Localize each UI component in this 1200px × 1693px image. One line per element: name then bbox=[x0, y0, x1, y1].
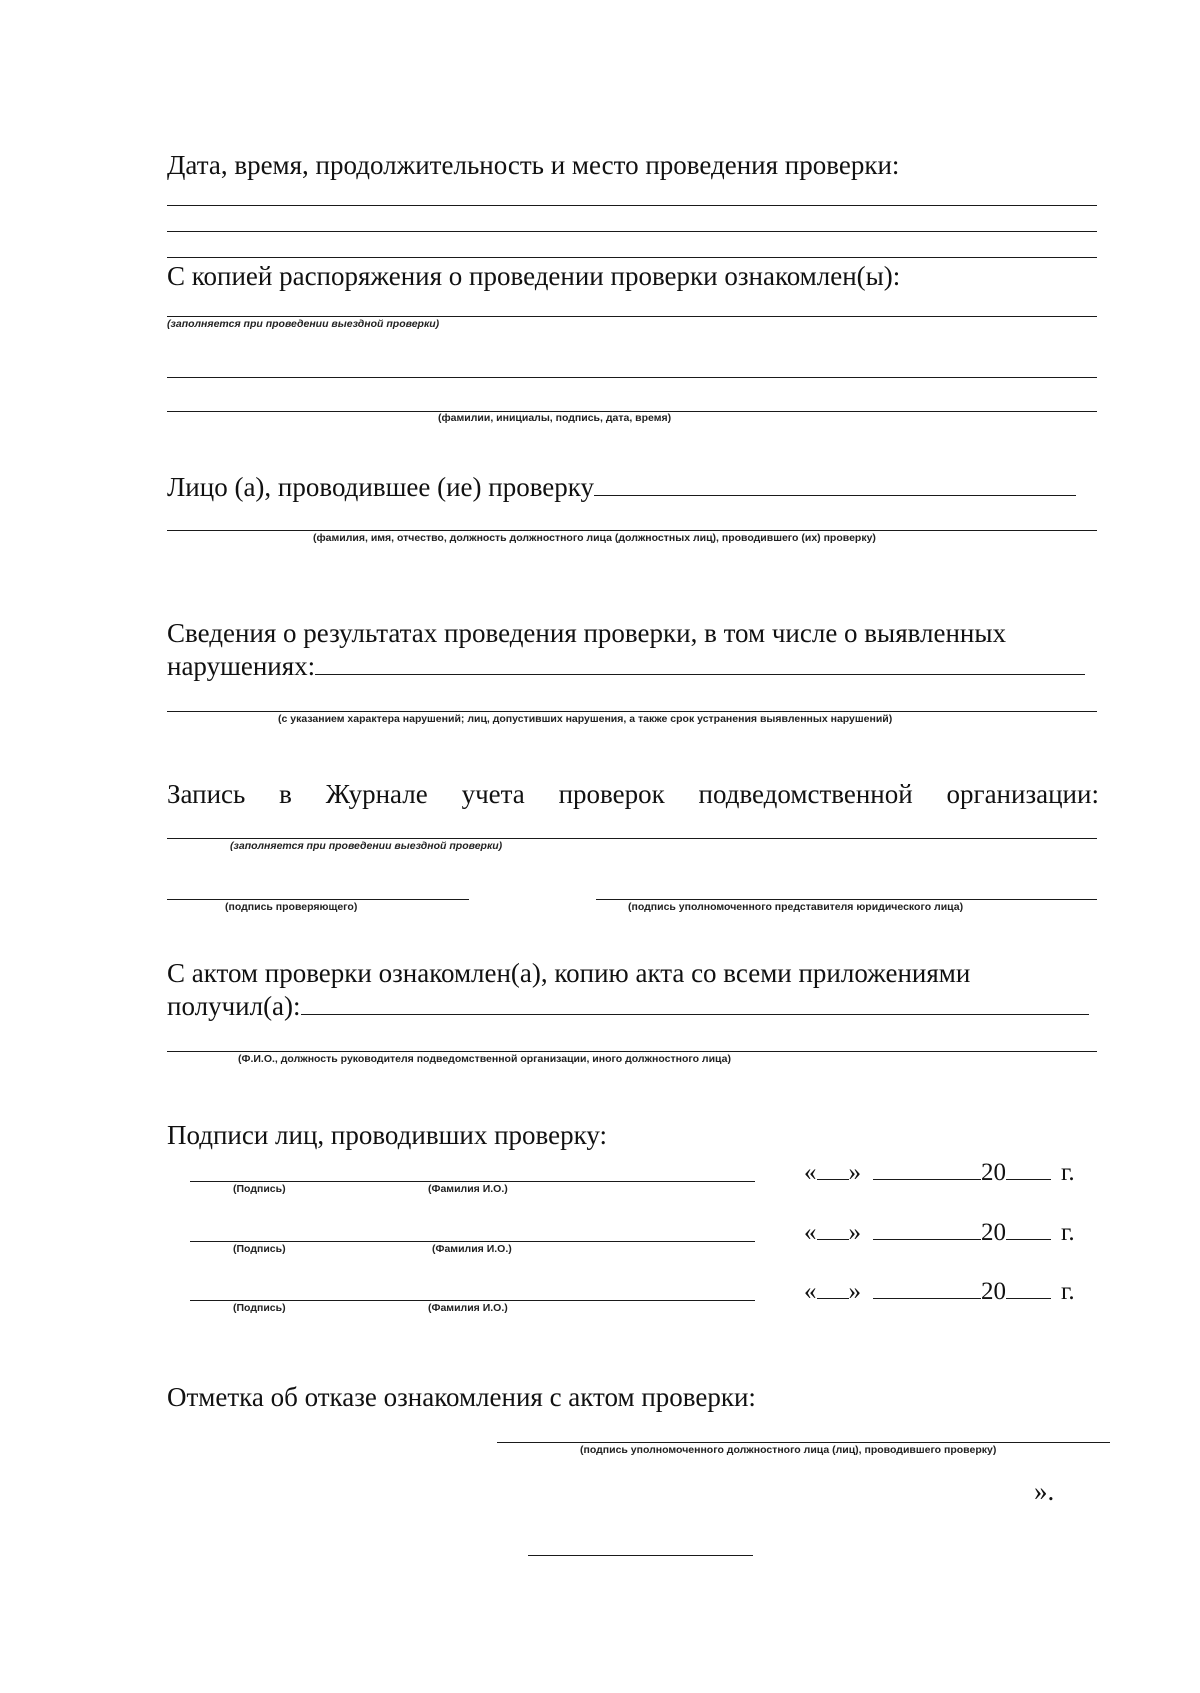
copy-order-line-2 bbox=[167, 377, 1097, 378]
inspector-line bbox=[167, 530, 1097, 531]
sign-label: (Подпись) bbox=[233, 1243, 286, 1255]
month-blank bbox=[873, 1238, 981, 1240]
journal-word: проверок bbox=[558, 779, 665, 809]
results-heading-line2 bbox=[167, 653, 1085, 680]
date-place-heading: Дата, время, продолжительность и место проведения проверки: bbox=[167, 150, 900, 180]
results-caption: (с указанием характера нарушений; лиц, допустивших нарушения, а также срок устранения выявленных нарушений) bbox=[278, 713, 893, 725]
year-suffix: г. bbox=[1061, 1159, 1075, 1186]
acquainted-caption: (Ф.И.О., должность руководителя подведомственной организации, иного должностного лица) bbox=[238, 1053, 731, 1065]
year-prefix: 20 bbox=[981, 1278, 1006, 1305]
day-blank bbox=[817, 1238, 849, 1240]
year-prefix: 20 bbox=[981, 1159, 1006, 1186]
year-suffix: г. bbox=[1061, 1278, 1075, 1305]
copy-order-line-1 bbox=[167, 316, 1097, 317]
journal-heading bbox=[167, 781, 1099, 808]
acquainted-heading-line1: С актом проверки ознакомлен(а), копию акта со всеми приложениями bbox=[167, 958, 971, 988]
year-suffix: г. bbox=[1061, 1219, 1075, 1246]
acquainted-blank bbox=[301, 1013, 1089, 1015]
inspector-heading bbox=[167, 474, 1076, 501]
signature-line bbox=[190, 1300, 755, 1301]
journal-caption-right: (подпись уполномоченного представителя юридического лица) bbox=[628, 901, 964, 913]
acquainted-line bbox=[167, 1051, 1097, 1052]
journal-word: подведомственной bbox=[698, 779, 913, 809]
results-blank bbox=[315, 673, 1085, 675]
journal-word: в bbox=[279, 779, 292, 809]
results-heading-line2-text: нарушениях: bbox=[167, 651, 316, 681]
refusal-line bbox=[497, 1442, 1110, 1443]
day-blank bbox=[817, 1297, 849, 1299]
open-quote: « bbox=[804, 1278, 817, 1305]
signatures-heading: Подписи лиц, проводивших проверку: bbox=[167, 1120, 607, 1150]
inspector-heading-text: Лицо (а), проводившее (ие) проверку bbox=[167, 472, 595, 502]
year-blank bbox=[1006, 1178, 1051, 1180]
sign-label: (Подпись) bbox=[233, 1183, 286, 1195]
year-blank bbox=[1006, 1238, 1051, 1240]
date-place-line-2 bbox=[167, 231, 1097, 232]
year-blank bbox=[1006, 1297, 1051, 1299]
journal-word: учета bbox=[461, 779, 525, 809]
date-field bbox=[804, 1220, 1075, 1245]
month-blank bbox=[873, 1178, 981, 1180]
close-quote: » bbox=[848, 1219, 861, 1246]
signature-line bbox=[190, 1241, 755, 1242]
acquainted-heading-line2-text: получил(а): bbox=[167, 991, 301, 1021]
name-label: (Фамилия И.О.) bbox=[432, 1243, 512, 1255]
refusal-heading: Отметка об отказе ознакомления с актом проверки: bbox=[167, 1382, 756, 1412]
copy-order-note: (заполняется при проведении выездной проверки) bbox=[167, 318, 440, 330]
journal-caption-left: (подпись проверяющего) bbox=[225, 901, 358, 913]
date-field bbox=[804, 1279, 1075, 1304]
journal-line bbox=[167, 838, 1097, 839]
journal-sign-line-left bbox=[167, 899, 469, 900]
journal-note: (заполняется при проведении выездной проверки) bbox=[230, 840, 503, 852]
sign-label: (Подпись) bbox=[233, 1302, 286, 1314]
closing-quote: ». bbox=[1034, 1476, 1055, 1506]
journal-word: организации: bbox=[946, 779, 1099, 809]
close-quote: » bbox=[848, 1159, 861, 1186]
date-place-line-1 bbox=[167, 205, 1097, 206]
results-line bbox=[167, 711, 1097, 712]
journal-sign-line-right bbox=[596, 899, 1097, 900]
day-blank bbox=[817, 1178, 849, 1180]
month-blank bbox=[873, 1297, 981, 1299]
refusal-caption: (подпись уполномоченного должностного лица (лиц), проводившего проверку) bbox=[580, 1444, 997, 1456]
acquainted-heading-line2 bbox=[167, 993, 1089, 1020]
name-label: (Фамилия И.О.) bbox=[428, 1302, 508, 1314]
copy-order-caption: (фамилии, инициалы, подпись, дата, время) bbox=[438, 412, 672, 424]
date-field bbox=[804, 1160, 1075, 1185]
year-prefix: 20 bbox=[981, 1219, 1006, 1246]
inspector-caption: (фамилия, имя, отчество, должность должностного лица (должностных лиц), проводившего (их) проверку) bbox=[313, 532, 876, 544]
open-quote: « bbox=[804, 1219, 817, 1246]
date-place-line-3 bbox=[167, 257, 1097, 258]
bottom-line bbox=[528, 1555, 753, 1556]
inspector-blank bbox=[594, 494, 1076, 496]
copy-order-heading: С копией распоряжения о проведении проверки ознакомлен(ы): bbox=[167, 261, 901, 291]
name-label: (Фамилия И.О.) bbox=[428, 1183, 508, 1195]
journal-word: Запись bbox=[167, 779, 246, 809]
journal-word: Журнале bbox=[325, 779, 428, 809]
results-heading-line1: Сведения о результатах проведения проверки, в том числе о выявленных bbox=[167, 618, 1007, 648]
close-quote: » bbox=[848, 1278, 861, 1305]
signature-line bbox=[190, 1181, 755, 1182]
open-quote: « bbox=[804, 1159, 817, 1186]
